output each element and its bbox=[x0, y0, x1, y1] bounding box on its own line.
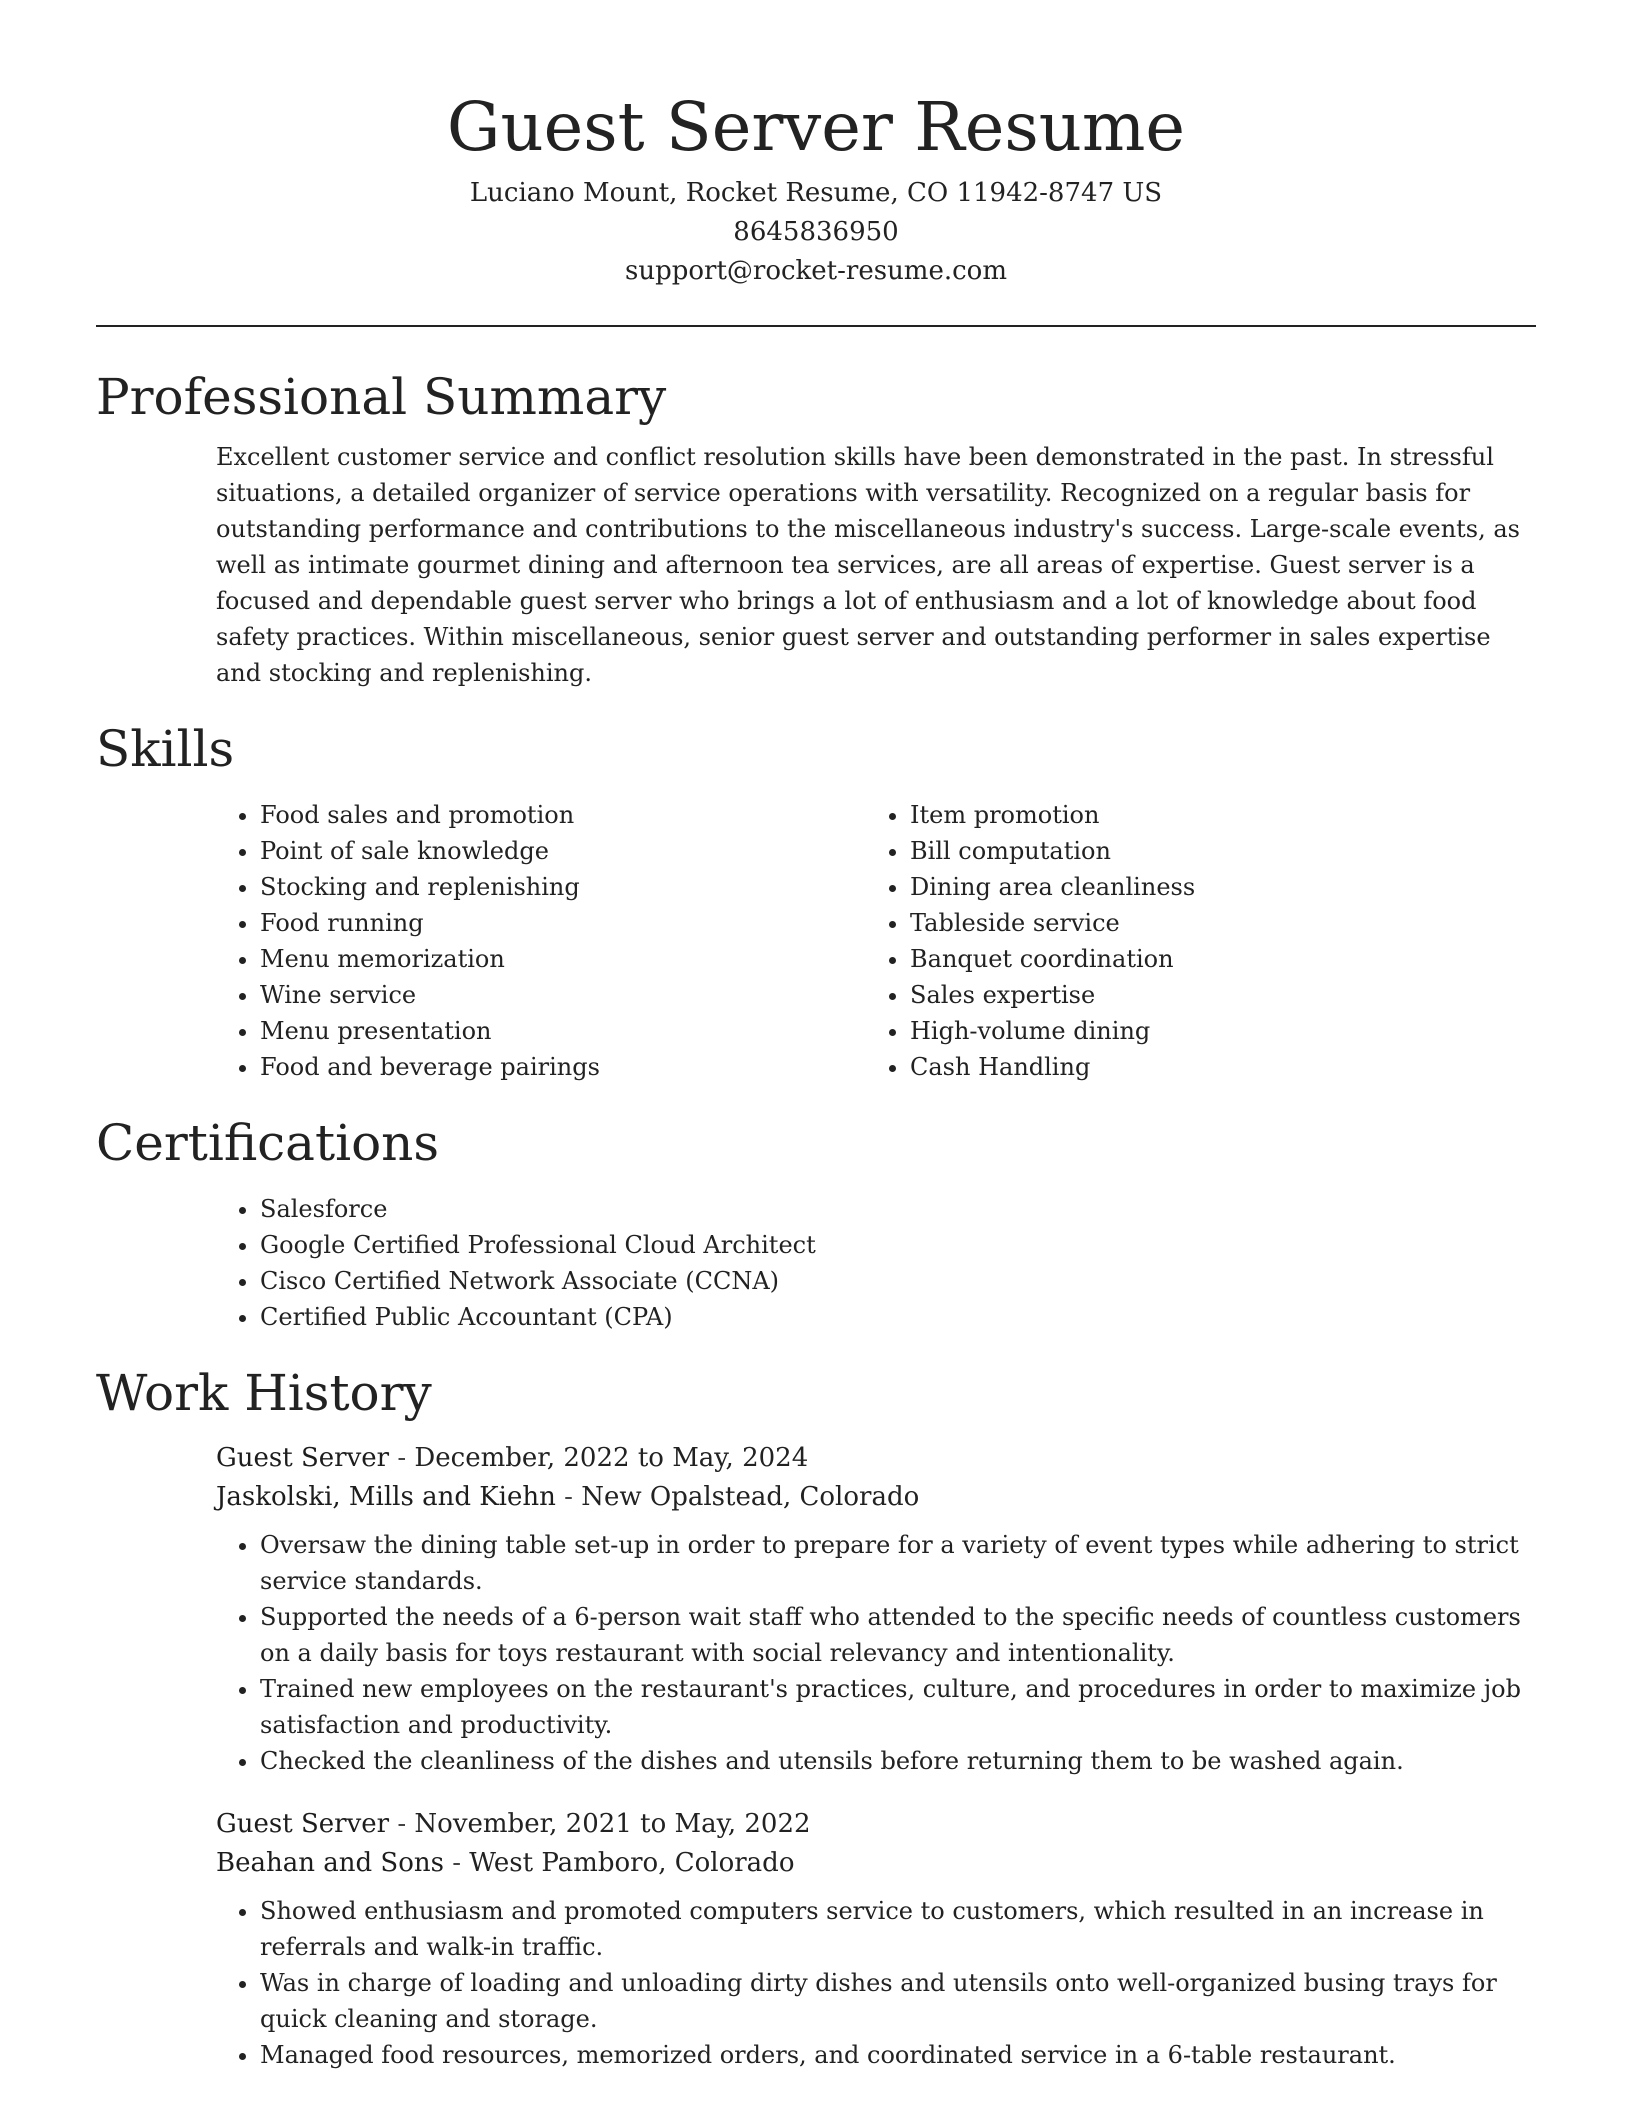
summary-section bbox=[96, 365, 1536, 691]
job-bullet-list bbox=[216, 1893, 1536, 2073]
job-title-line bbox=[216, 1439, 1536, 1478]
job-bullet: • Was in charge of loading and unloading dirty dishes and utensils onto well-organized busing trays for quick cleaning and storage. bbox=[260, 1965, 1536, 2037]
job-company-line bbox=[216, 1844, 1536, 1883]
resume-header bbox=[96, 0, 1536, 291]
job-bullet: • Trained new employees on the restaurant's practices, culture, and procedures in order to maximize job satisfaction and productivity. bbox=[260, 1671, 1536, 1743]
job-entry bbox=[216, 1439, 1536, 1779]
job-separator: - bbox=[564, 1482, 573, 1512]
skill-item: • Stocking and replenishing bbox=[260, 869, 866, 905]
summary-text: Excellent customer service and conflict resolution skills have been demonstrated in the past. In stressful situations, a detailed organizer of service operations with versatility. Recognized on a regular basis for outstanding performance and contributions to the miscellaneous industry's success. Large-scale events, as well as intimate gourmet dining and afternoon tea services, are all areas of expertise. Guest server is a focused and dependable guest server who brings a lot of enthusiasm and a lot of knowledge about food safety practices. Within miscellaneous, senior guest server and outstanding performer in sales expertise and stocking and replenishing. bbox=[216, 443, 1520, 687]
skill-item: • Bill computation bbox=[910, 833, 1516, 869]
certification-item: • Google Certified Professional Cloud Architect bbox=[260, 1227, 1536, 1263]
skill-item: • Tableside service bbox=[910, 905, 1516, 941]
job-bullet: • Oversaw the dining table set-up in order to prepare for a variety of event types while adhering to strict service standards. bbox=[260, 1527, 1536, 1599]
skill-item: • High-volume dining bbox=[910, 1013, 1516, 1049]
job-separator: - bbox=[452, 1848, 462, 1878]
skill-item: • Food sales and promotion bbox=[260, 797, 866, 833]
certification-item: • Certified Public Accountant (CPA) bbox=[260, 1299, 1536, 1335]
job-dates: December, 2022 to May, 2024 bbox=[414, 1443, 809, 1473]
job-dates: November, 2021 to May, 2022 bbox=[414, 1809, 811, 1839]
skill-item: • Cash Handling bbox=[910, 1049, 1516, 1085]
skill-item: • Item promotion bbox=[910, 797, 1516, 833]
certifications-section bbox=[96, 1111, 1536, 1335]
job-bullet-list bbox=[216, 1527, 1536, 1779]
job-bullet: • Supported the needs of a 6-person wait staff who attended to the specific needs of countless customers on a daily basis for toys restaurant with social relevancy and intentionality. bbox=[260, 1599, 1536, 1671]
header-divider bbox=[96, 325, 1536, 327]
job-title: Guest Server bbox=[216, 1443, 390, 1473]
job-company-line bbox=[216, 1478, 1536, 1517]
certification-item: • Cisco Certified Network Associate (CCNA) bbox=[260, 1263, 1536, 1299]
contact-info bbox=[96, 174, 1536, 291]
skill-item: • Banquet coordination bbox=[910, 941, 1516, 977]
skill-item: • Dining area cleanliness bbox=[910, 869, 1516, 905]
summary-heading: Professional Summary bbox=[96, 368, 667, 426]
skill-item: • Menu memorization bbox=[260, 941, 866, 977]
contact-email: support@rocket-resume.com bbox=[624, 256, 1007, 286]
job-entry bbox=[216, 1805, 1536, 2073]
skills-column-left bbox=[216, 797, 866, 1085]
skills-heading: Skills bbox=[96, 720, 235, 778]
skills-column-right bbox=[866, 797, 1516, 1085]
job-separator: - bbox=[397, 1809, 407, 1839]
job-company: Beahan and Sons bbox=[216, 1848, 444, 1878]
work-history-section bbox=[96, 1361, 1536, 2073]
skill-item: • Sales expertise bbox=[910, 977, 1516, 1013]
skill-item: • Wine service bbox=[260, 977, 866, 1013]
job-title: Guest Server bbox=[216, 1809, 390, 1839]
work-history-heading: Work History bbox=[96, 1364, 432, 1422]
job-title-line bbox=[216, 1805, 1536, 1844]
job-separator: - bbox=[397, 1443, 407, 1473]
skill-item: • Point of sale knowledge bbox=[260, 833, 866, 869]
skills-grid bbox=[216, 797, 1536, 1085]
job-location: New Opalstead, Colorado bbox=[581, 1482, 920, 1512]
job-company: Jaskolski, Mills and Kiehn bbox=[216, 1482, 556, 1512]
job-location: West Pamboro, Colorado bbox=[469, 1848, 795, 1878]
certifications-heading: Certifications bbox=[96, 1114, 440, 1172]
job-bullet: • Managed food resources, memorized orders, and coordinated service in a 6-table restaurant. bbox=[260, 2037, 1536, 2073]
skill-item: • Menu presentation bbox=[260, 1013, 866, 1049]
job-bullet: • Checked the cleanliness of the dishes and utensils before returning them to be washed again. bbox=[260, 1743, 1536, 1779]
contact-address: Luciano Mount, Rocket Resume, CO 11942-8747 US bbox=[469, 178, 1163, 208]
job-bullet: • Showed enthusiasm and promoted computers service to customers, which resulted in an increase in referrals and walk-in traffic. bbox=[260, 1893, 1536, 1965]
skill-item: • Food and beverage pairings bbox=[260, 1049, 866, 1085]
skills-section bbox=[96, 717, 1536, 1085]
page-title: Guest Server Resume bbox=[446, 88, 1186, 166]
resume-page bbox=[96, 0, 1536, 2073]
contact-phone: 8645836950 bbox=[733, 217, 899, 247]
certification-item: • Salesforce bbox=[260, 1191, 1536, 1227]
skill-item: • Food running bbox=[260, 905, 866, 941]
